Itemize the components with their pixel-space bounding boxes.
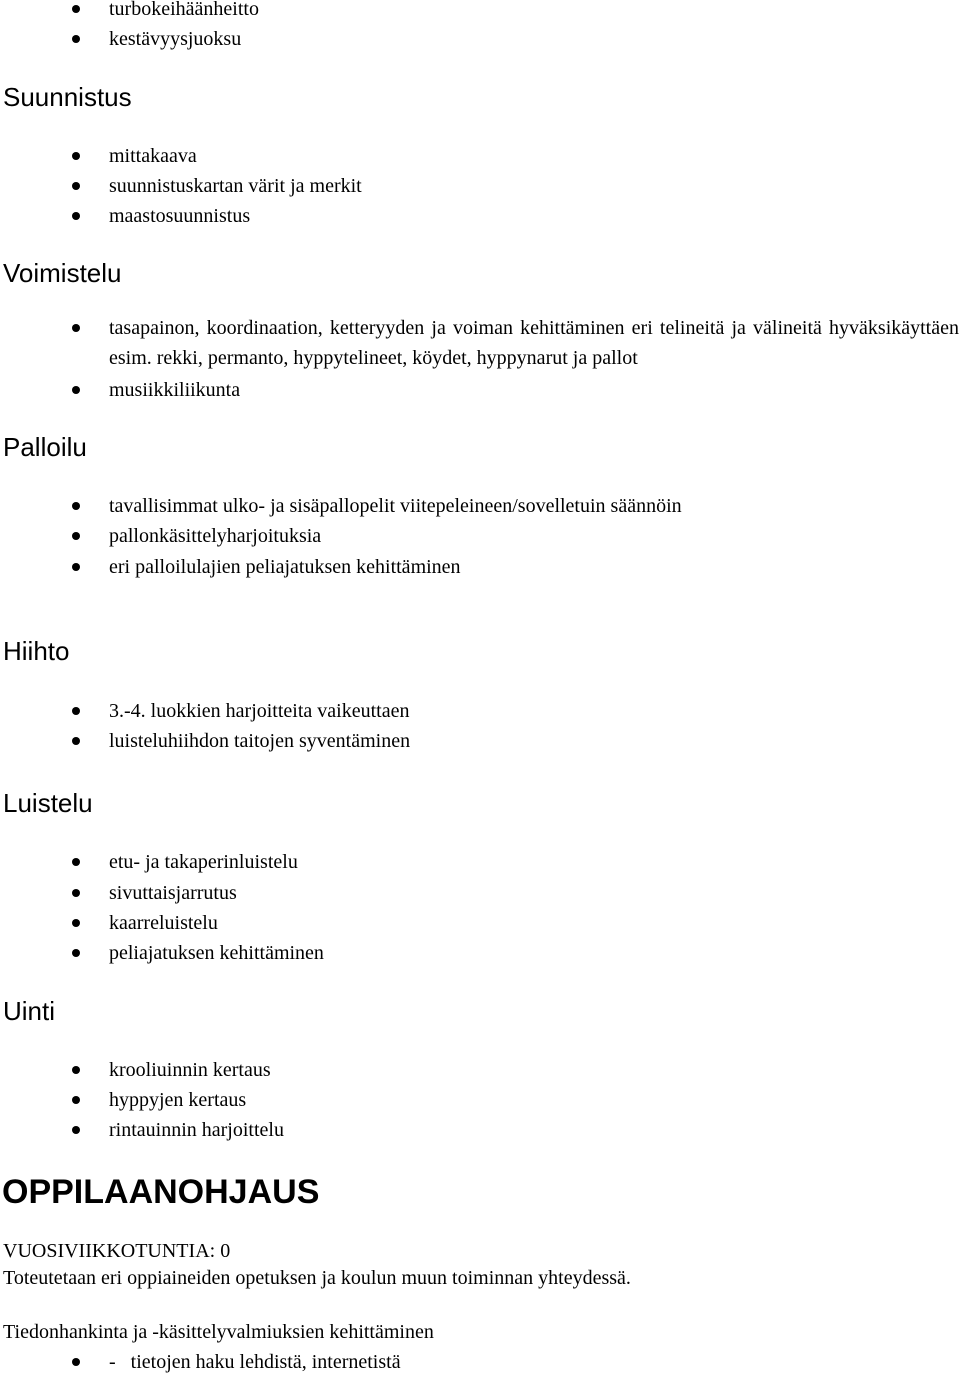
list-item: hyppyjen kertaus [109, 1089, 247, 1111]
bullet-icon [72, 563, 80, 571]
list-item: turbokeihäänheitto [109, 0, 259, 20]
list-item: suunnistuskartan värit ja merkit [109, 175, 362, 197]
section-heading-palloilu: Palloilu [3, 432, 87, 462]
list-item: pallonkäsittelyharjoituksia [109, 525, 322, 547]
bullet-icon [72, 35, 80, 43]
list-item: tavallisimmat ulko- ja sisäpallopelit viitepeleineen/sovelletuin säännöin [109, 495, 682, 517]
section-heading-luistelu: Luistelu [3, 788, 93, 818]
bullet-icon [72, 324, 80, 332]
list-item: rintauinnin harjoittelu [109, 1119, 284, 1141]
section-heading-voimistelu: Voimistelu [3, 258, 122, 288]
list-item: tasapainon, koordinaation, ketteryyden ja voiman kehittäminen eri telineitä ja välineitä hyväksikäyttäen esim. rekki, permanto, hyppytelineet, köydet, hyppynarut ja pallot [109, 317, 959, 369]
bullet-icon [72, 737, 80, 745]
list-item: eri palloilulajien peliajatuksen kehittäminen [109, 556, 461, 578]
description: Toteutetaan eri oppiaineiden opetuksen ja koulun muun toiminnan yhteydessä. [3, 1267, 631, 1289]
bullet-icon [72, 5, 80, 13]
bullet-icon [72, 532, 80, 540]
list-item: peliajatuksen kehittäminen [109, 942, 324, 964]
list-item: 3.-4. luokkien harjoitteita vaikeuttaen [109, 700, 410, 722]
bullet-icon [72, 889, 80, 897]
bullet-icon [72, 1126, 80, 1134]
main-heading-oppilaanohjaus: OPPILAANOHJAUS [2, 1173, 320, 1211]
bullet-icon [72, 919, 80, 927]
subheading: Tiedonhankinta ja -käsittelyvalmiuksien kehittäminen [3, 1321, 434, 1343]
list-item: etu- ja takaperinluistelu [109, 851, 298, 873]
bullet-icon [72, 386, 80, 394]
bullet-icon [72, 212, 80, 220]
list-item: maastosuunnistus [109, 205, 251, 227]
bullet-icon [72, 1358, 80, 1366]
bullet-icon [72, 502, 80, 510]
list-item: kaarreluistelu [109, 912, 218, 934]
bullet-icon [72, 182, 80, 190]
list-item: sivuttaisjarrutus [109, 882, 237, 904]
bullet-icon [72, 858, 80, 866]
section-heading-suunnistus: Suunnistus [3, 82, 132, 112]
list-item: luisteluhiihdon taitojen syventäminen [109, 730, 411, 752]
list-item: krooliuinnin kertaus [109, 1059, 271, 1081]
weekly-hours: VUOSIVIIKKOTUNTIA: 0 [3, 1240, 231, 1262]
bullet-icon [72, 1066, 80, 1074]
bullet-icon [72, 1096, 80, 1104]
list-item: musiikkiliikunta [109, 379, 241, 401]
bullet-icon [72, 152, 80, 160]
list-item: kestävyysjuoksu [109, 28, 242, 50]
bullet-icon [72, 707, 80, 715]
list-item: mittakaava [109, 145, 197, 167]
section-heading-uinti: Uinti [3, 996, 56, 1026]
section-heading-hiihto: Hiihto [3, 636, 70, 666]
list-item: - tietojen haku lehdistä, internetistä [109, 1351, 401, 1373]
bullet-icon [72, 949, 80, 957]
